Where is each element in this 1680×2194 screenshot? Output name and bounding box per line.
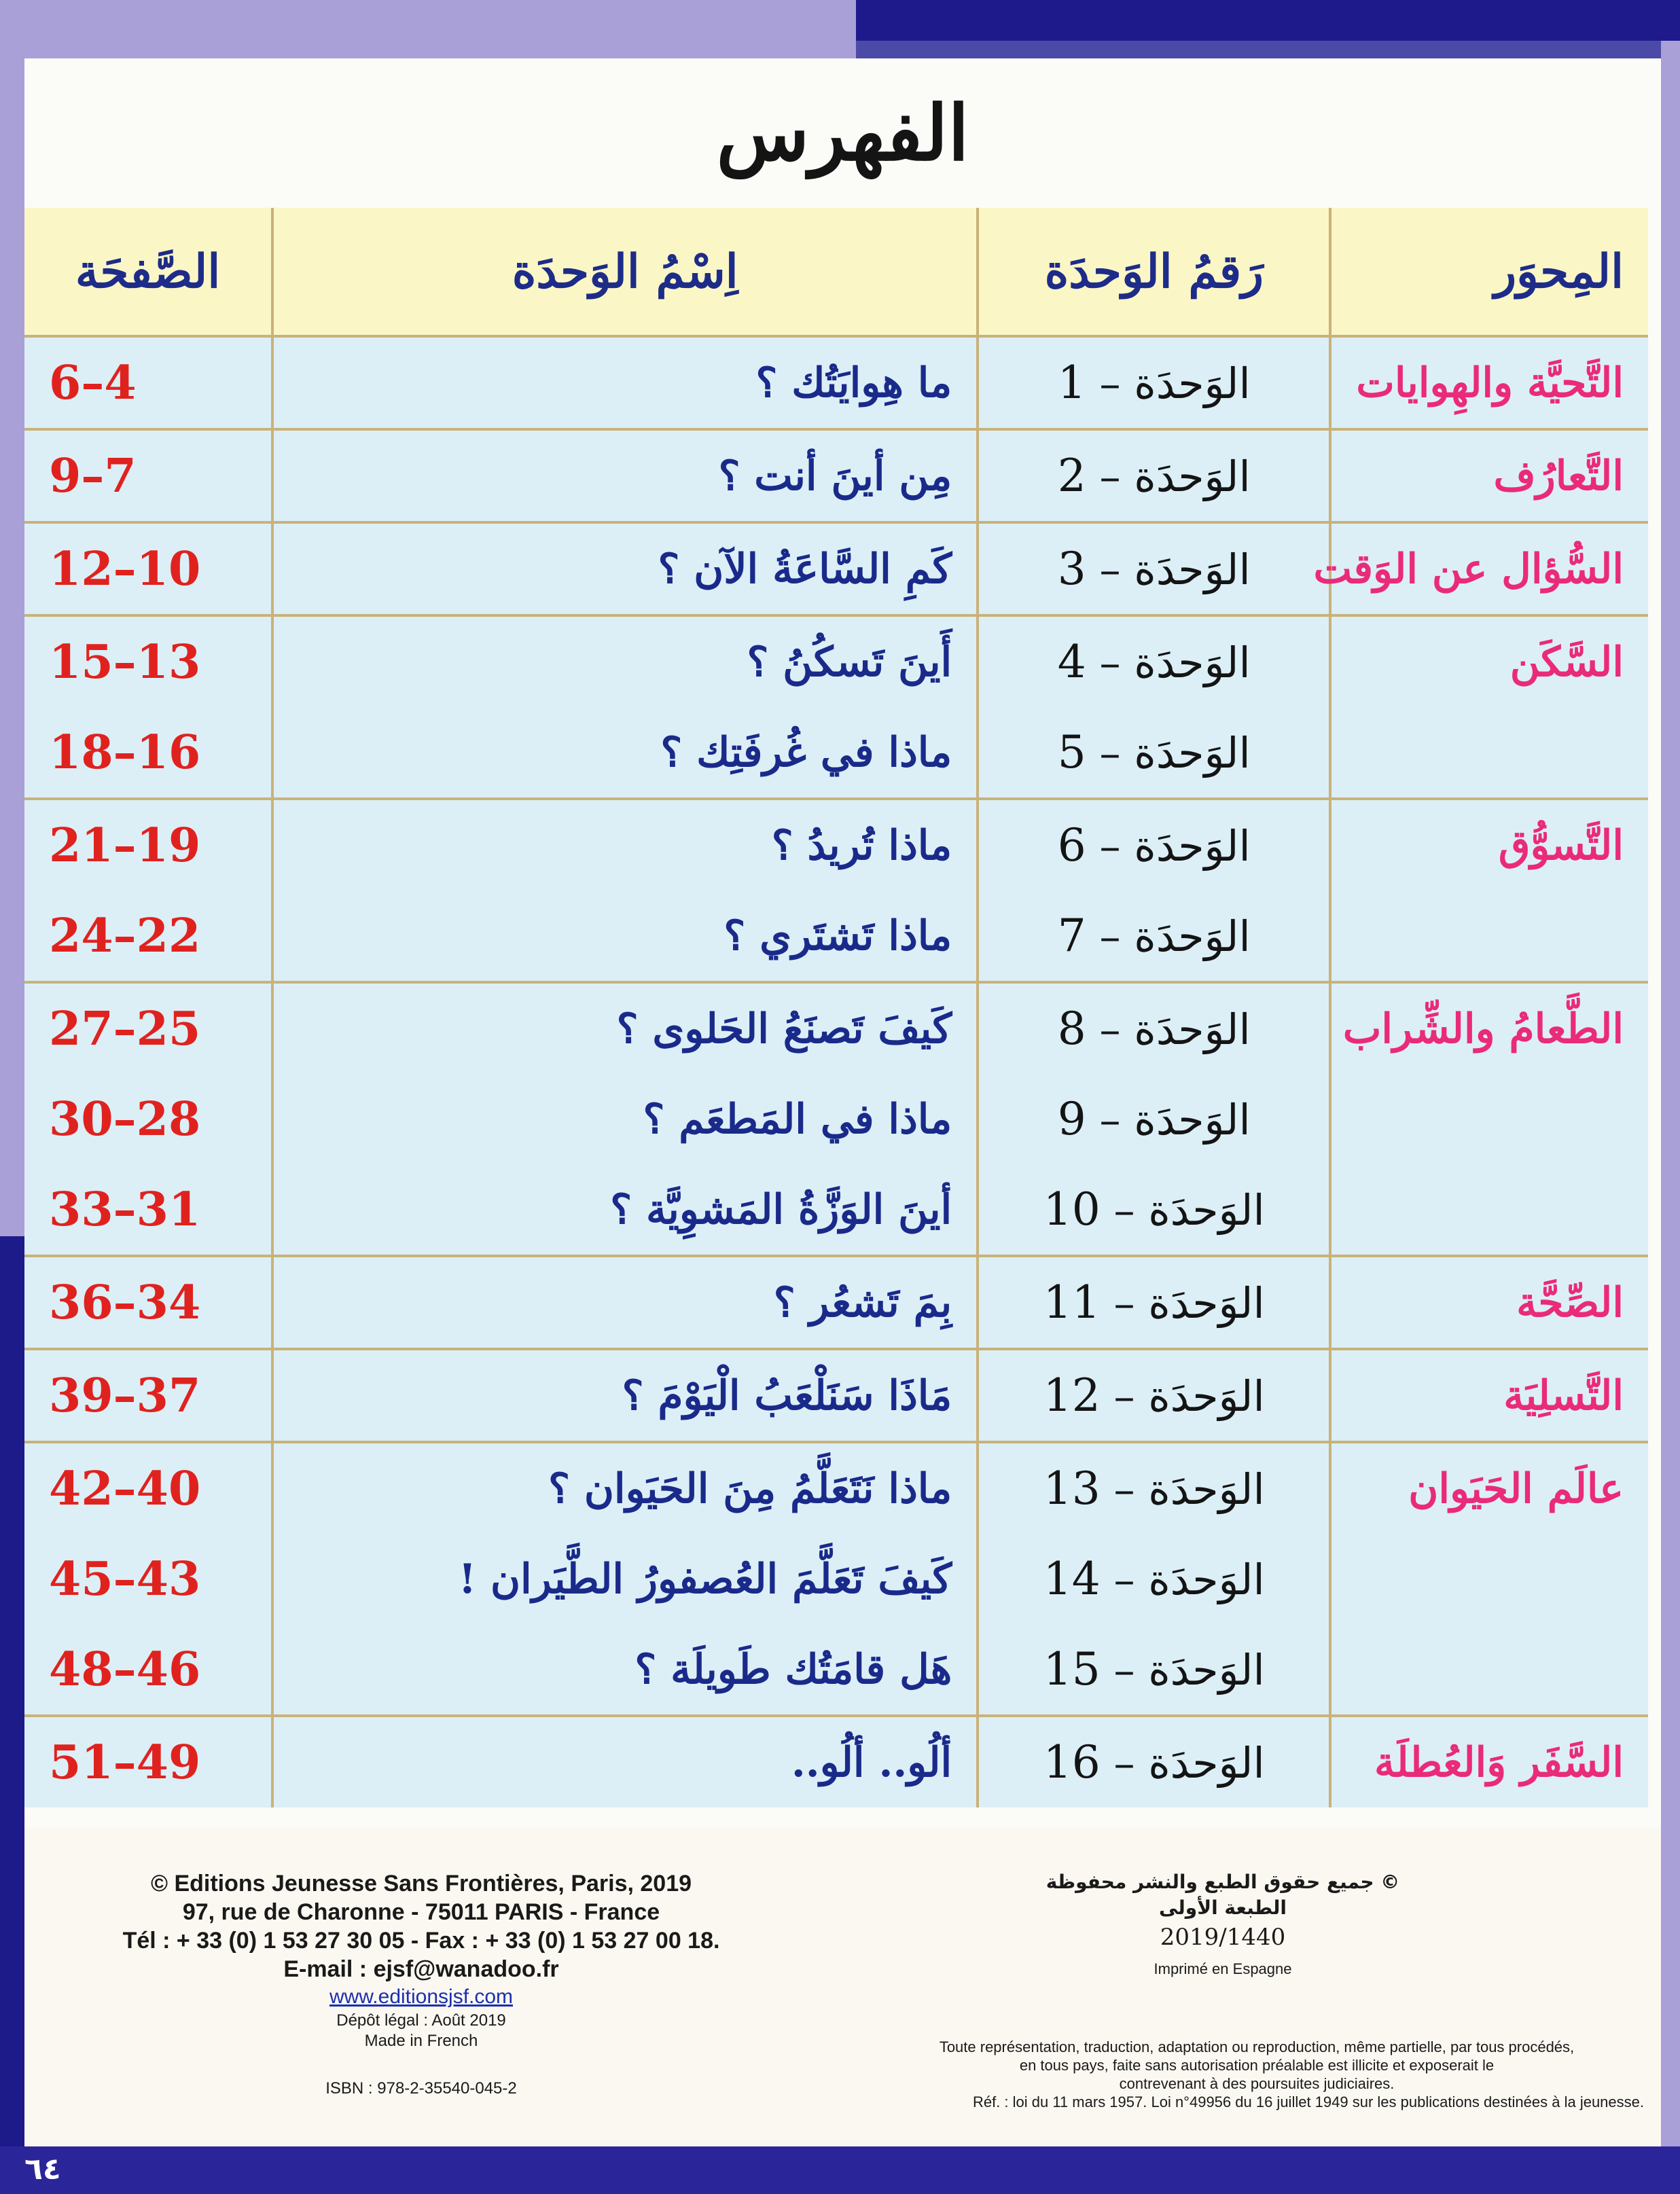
page-number: ٦٤ <box>24 2152 61 2187</box>
table-row <box>24 982 1648 1074</box>
table-row <box>24 1074 1648 1164</box>
unit-prefix: الوَحدَة – <box>1099 728 1251 778</box>
unit-number-cell <box>978 1349 1330 1442</box>
unit-name-cell: مِن أينَ أنت ؟ <box>272 429 978 522</box>
legal-line-3: contrevenant à des poursuites judiciaires. <box>1119 2075 1395 2092</box>
edition-label: الطبعة الأولى <box>1158 1896 1287 1919</box>
unit-number-cell <box>978 1074 1330 1164</box>
unit-prefix: الوَحدَة – <box>1099 545 1251 594</box>
unit-number-cell <box>978 1256 1330 1349</box>
unit-name-cell: ماذا في المَطعَم ؟ <box>272 1074 978 1164</box>
table-row <box>24 429 1648 522</box>
unit-digit: 9 <box>1057 1093 1086 1145</box>
axis-cell: السُّؤال عن الوَقت <box>1330 522 1648 615</box>
unit-digit: 5 <box>1057 726 1086 778</box>
axis-cell <box>1330 1534 1648 1624</box>
unit-digit: 6 <box>1057 819 1086 871</box>
page-range-cell: 30–28 <box>49 1092 201 1147</box>
unit-digit: 7 <box>1057 910 1086 962</box>
unit-digit: 13 <box>1043 1462 1101 1515</box>
unit-digit: 11 <box>1043 1276 1101 1329</box>
publisher-phone-fax: Tél : + 33 (0) 1 53 27 30 05 - Fax : + 33 (0) 1 53 27 00 18. <box>122 1928 720 1954</box>
table-row <box>24 707 1648 799</box>
page-range-cell: 33–31 <box>49 1182 201 1237</box>
page-range-cell: 48–46 <box>49 1642 201 1697</box>
page-range-cell: 18–16 <box>49 725 201 780</box>
unit-number-cell <box>978 891 1330 982</box>
table-row <box>24 891 1648 982</box>
page-title-container <box>24 58 1661 208</box>
unit-name-cell: كَيفَ تَعَلَّمَ العُصفورُ الطَّيَران ! <box>272 1534 978 1624</box>
unit-name-cell: ماذا في غُرفَتِك ؟ <box>272 707 978 799</box>
publisher-address: 97, rue de Charonne - 75011 PARIS - France <box>182 1899 660 1925</box>
unit-number-cell <box>978 522 1330 615</box>
page-range-cell: 27–25 <box>24 982 272 1074</box>
unit-name-cell: ما هِوايَتُك ؟ <box>272 336 978 429</box>
table-row <box>24 1256 1648 1349</box>
contents-table <box>24 208 1648 1808</box>
publisher-email: E-mail : ejsf@wanadoo.fr <box>283 1956 559 1982</box>
unit-prefix: الوَحدَة – <box>1113 1278 1265 1328</box>
axis-cell <box>1330 891 1648 982</box>
unit-name-cell: كَيفَ تَصنَعُ الحَلوى ؟ <box>272 982 978 1074</box>
page-range-cell: 6–4 <box>24 336 272 429</box>
unit-prefix: الوَحدَة – <box>1099 912 1251 961</box>
isbn: ISBN : 978-2-35540-045-2 <box>325 2079 517 2098</box>
axis-cell: السَّكَن <box>1330 615 1648 707</box>
unit-prefix: الوَحدَة – <box>1099 638 1251 687</box>
table-row <box>24 522 1648 615</box>
axis-cell <box>1330 1624 1648 1716</box>
legal-deposit: Dépôt légal : Août 2019 <box>336 2011 506 2030</box>
frame-lilac-side <box>1661 41 1680 2194</box>
unit-digit: 8 <box>1057 1003 1086 1055</box>
unit-prefix: الوَحدَة – <box>1099 1095 1251 1145</box>
axis-cell <box>1330 707 1648 799</box>
header-axis: المِحوَر <box>1330 208 1648 336</box>
rights-notice: © جميع حقوق الطبع والنشر محفوظة <box>1045 1871 1400 1893</box>
page-range-cell: 51–49 <box>24 1716 272 1808</box>
unit-digit: 12 <box>1043 1369 1101 1422</box>
unit-number-cell <box>978 707 1330 799</box>
unit-prefix: الوَحدَة – <box>1099 359 1251 408</box>
table-row <box>24 336 1648 429</box>
axis-cell <box>1330 1074 1648 1164</box>
header-unit-name: اِسْمُ الوَحدَة <box>272 208 978 336</box>
axis-cell: التَّسوُّق <box>1330 799 1648 891</box>
unit-name-cell: بِمَ تَشعُر ؟ <box>272 1256 978 1349</box>
unit-number-cell <box>978 1164 1330 1256</box>
unit-name-cell: ماذا نَتَعَلَّمُ مِنَ الحَيَوان ؟ <box>272 1442 978 1534</box>
page-range-cell: 24–22 <box>49 908 201 963</box>
legal-notice <box>870 2038 1644 2111</box>
page-range-cell: 21–19 <box>24 799 272 891</box>
page-range-cell: 9–7 <box>24 429 272 522</box>
axis-cell: السَّفَر وَالعُطلَة <box>1330 1716 1648 1808</box>
unit-prefix: الوَحدَة – <box>1099 452 1251 501</box>
unit-number-cell <box>978 1716 1330 1808</box>
unit-digit: 10 <box>1043 1183 1101 1236</box>
table-row <box>24 1624 1648 1716</box>
edition-year: 2019/1440 <box>1160 1924 1286 1951</box>
unit-number-cell <box>978 982 1330 1074</box>
unit-name-cell: أَينَ تَسكُنُ ؟ <box>272 615 978 707</box>
axis-cell: التَّحيَّة والهِوايات <box>1330 336 1648 429</box>
made-in: Made in French <box>364 2032 478 2050</box>
unit-name-cell: ماذا تُريدُ ؟ <box>272 799 978 891</box>
unit-digit: 15 <box>1043 1643 1101 1695</box>
axis-cell <box>1330 1164 1648 1256</box>
unit-digit: 14 <box>1043 1553 1101 1605</box>
unit-prefix: الوَحدَة – <box>1113 1185 1265 1235</box>
unit-name-cell: مَاذَا سَنَلْعَبُ الْيَوْمَ ؟ <box>272 1349 978 1442</box>
page-range-cell: 36–34 <box>24 1256 272 1349</box>
table-row <box>24 1349 1648 1442</box>
unit-name-cell: ألُو.. ألُو.. <box>272 1716 978 1808</box>
axis-cell: عالَم الحَيَوان <box>1330 1442 1648 1534</box>
legal-line-1: Toute représentation, traduction, adaptation ou reproduction, même partielle, par tous procédés, <box>939 2038 1575 2055</box>
table-row <box>24 1442 1648 1534</box>
unit-prefix: الوَحدَة – <box>1113 1371 1265 1421</box>
unit-number-cell <box>978 1534 1330 1624</box>
axis-cell: الصِّحَّة <box>1330 1256 1648 1349</box>
unit-digit: 16 <box>1043 1736 1101 1788</box>
table-row <box>24 615 1648 707</box>
table-row <box>24 1534 1648 1624</box>
unit-number-cell <box>978 1624 1330 1716</box>
page-range-cell: 45–43 <box>49 1551 201 1606</box>
page-range-cell: 12–10 <box>24 522 272 615</box>
unit-digit: 4 <box>1057 636 1086 688</box>
legal-line-4: Réf. : loi du 11 mars 1957. Loi n°49956 du 16 juillet 1949 sur les publications destinées à la jeunesse. <box>972 2093 1644 2110</box>
page-range-cell: 15–13 <box>24 615 272 707</box>
unit-name-cell: هَل قامَتُك طَويلَة ؟ <box>272 1624 978 1716</box>
page-range-cell: 39–37 <box>24 1349 272 1442</box>
table-row <box>24 799 1648 891</box>
unit-prefix: الوَحدَة – <box>1113 1555 1265 1604</box>
publisher-website-link[interactable]: www.editionsjsf.com <box>329 1985 514 2008</box>
unit-number-cell <box>978 799 1330 891</box>
axis-cell: التَّسلِيَة <box>1330 1349 1648 1442</box>
unit-name-cell: أينَ الوَزَّةُ المَشوِيَّة ؟ <box>272 1164 978 1256</box>
legal-line-2: en tous pays, faite sans autorisation préalable est illicite et exposerait le <box>1019 2057 1495 2074</box>
table-row <box>24 1164 1648 1256</box>
table-row <box>24 1716 1648 1808</box>
frame-blue-band <box>856 0 1680 41</box>
publisher-info <box>82 1869 761 2099</box>
unit-prefix: الوَحدَة – <box>1099 1005 1251 1054</box>
frame-bottom-band <box>0 2146 1680 2194</box>
unit-digit: 2 <box>1057 450 1086 502</box>
rights-info <box>1019 1869 1427 1979</box>
printed-in: Imprimé en Espagne <box>1154 1960 1292 1977</box>
unit-prefix: الوَحدَة – <box>1113 1464 1265 1514</box>
unit-prefix: الوَحدَة – <box>1099 821 1251 871</box>
unit-name-cell: ماذا تَشتَري ؟ <box>272 891 978 982</box>
unit-name-cell: كَمِ السَّاعَةُ الآن ؟ <box>272 522 978 615</box>
axis-cell: الطَّعامُ والشِّراب <box>1330 982 1648 1074</box>
unit-prefix: الوَحدَة – <box>1113 1738 1265 1788</box>
header-page: الصَّفحَة <box>75 244 221 299</box>
unit-prefix: الوَحدَة – <box>1113 1645 1265 1695</box>
unit-number-cell <box>978 1442 1330 1534</box>
page-range-cell: 42–40 <box>24 1442 272 1534</box>
page-title: الفهرس <box>716 88 969 178</box>
unit-digit: 1 <box>1057 357 1086 409</box>
unit-digit: 3 <box>1057 543 1086 595</box>
publisher-copyright: © Editions Jeunesse Sans Frontières, Paris, 2019 <box>150 1871 692 1896</box>
unit-number-cell <box>978 336 1330 429</box>
table-header-row <box>24 208 1648 336</box>
unit-number-cell <box>978 429 1330 522</box>
axis-cell: التَّعارُف <box>1330 429 1648 522</box>
unit-number-cell <box>978 615 1330 707</box>
table-body <box>24 336 1648 1808</box>
header-unit-number: رَقمُ الوَحدَة <box>978 208 1330 336</box>
